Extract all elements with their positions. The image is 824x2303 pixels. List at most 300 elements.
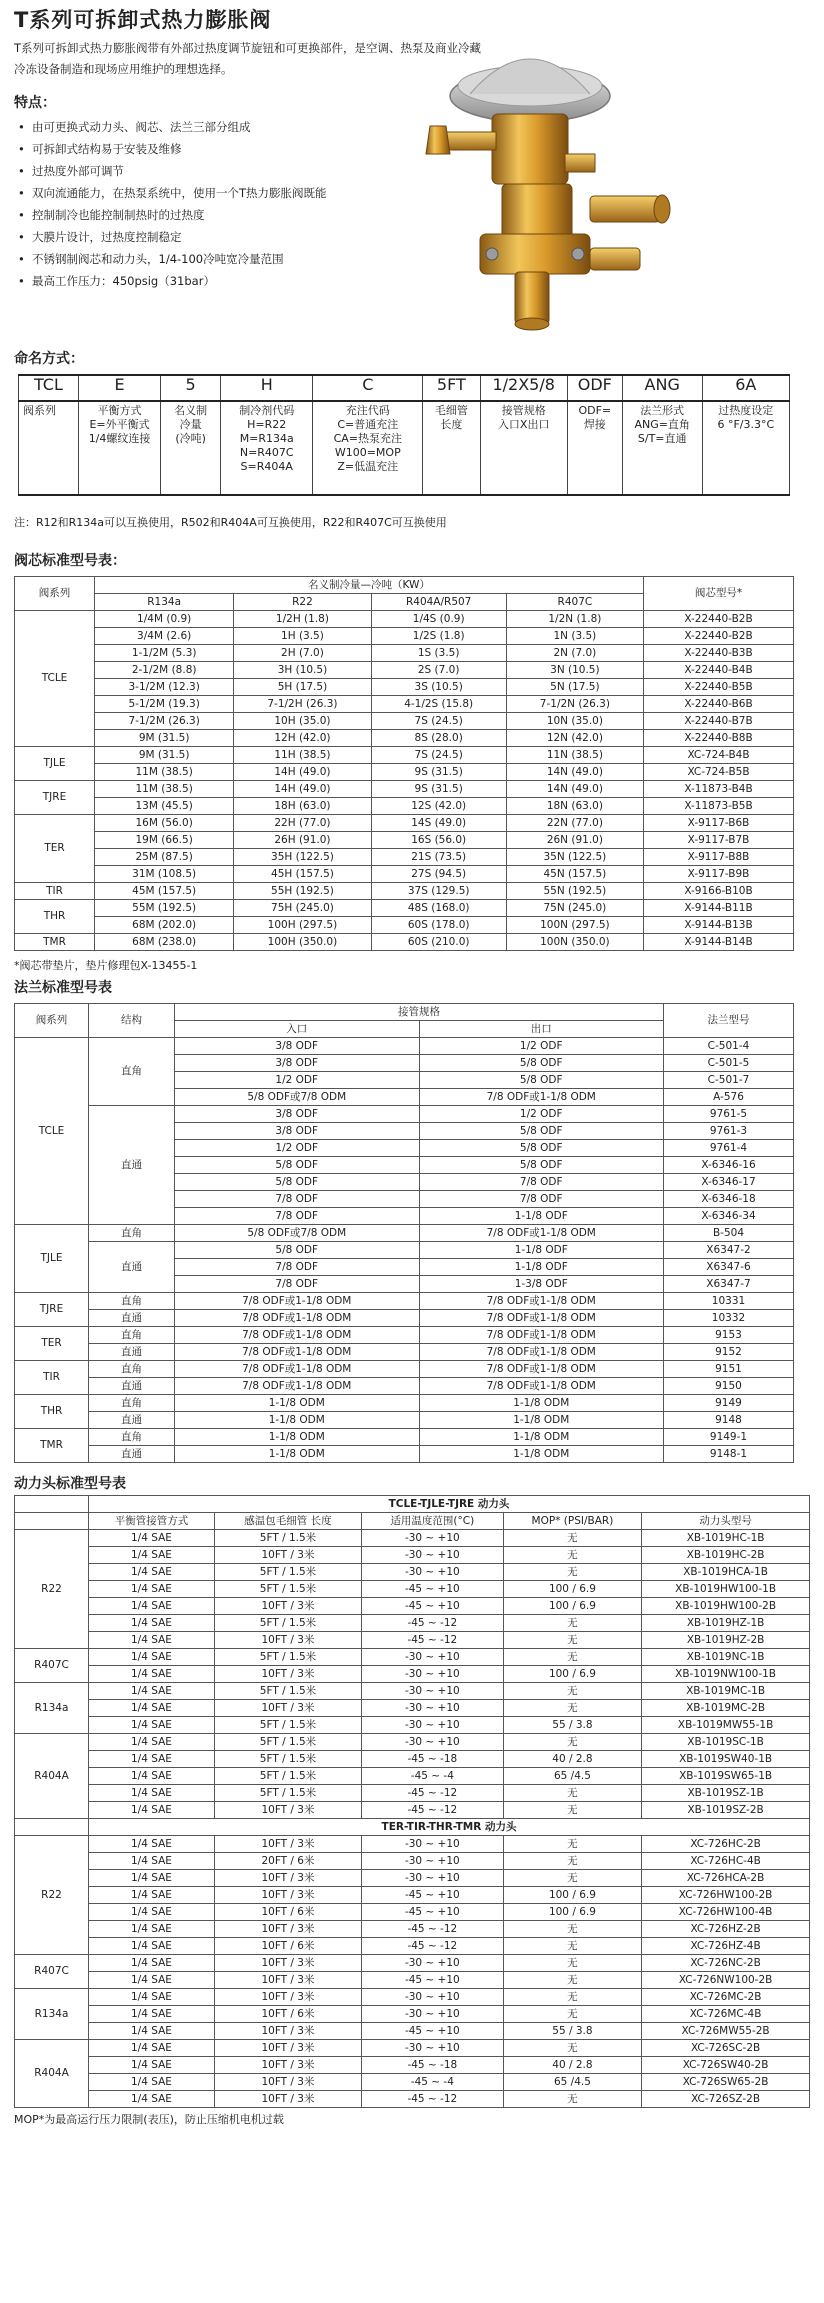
capacity-cell: 16M (56.0) (95, 815, 234, 832)
range-cell: -45 ~ +10 (362, 1887, 504, 1904)
inlet-cell: 3/8 ODF (175, 1123, 420, 1140)
col-header: 平衡管接管方式 (89, 1513, 215, 1530)
capacity-cell: 31M (108.5) (95, 866, 234, 883)
inlet-cell: 1/2 ODF (175, 1072, 420, 1089)
valve-core-table (14, 576, 794, 951)
flange-model-cell: C-501-7 (664, 1072, 794, 1089)
naming-description: 法兰形式 ANG=直角 S/T=直通 (622, 401, 702, 495)
capacity-cell: 100N (350.0) (506, 934, 643, 951)
naming-description: 充注代码 C=普通充注 CA=热泵充注 W100=MOP Z=低温充注 (313, 401, 423, 495)
outlet-cell: 7/8 ODF或1-1/8 ODM (419, 1089, 664, 1106)
range-cell: -45 ~ -12 (362, 1938, 504, 1955)
inlet-cell: 7/8 ODF (175, 1208, 420, 1225)
model-cell: XC-726HC-2B (642, 1836, 810, 1853)
outlet-cell: 1-1/8 ODF (419, 1242, 664, 1259)
flange-model-cell: X6347-2 (664, 1242, 794, 1259)
section-title: TCLE-TJLE-TJRE 动力头 (89, 1496, 810, 1513)
range-cell: -45 ~ -12 (362, 1921, 504, 1938)
inlet-cell: 5/8 ODF (175, 1242, 420, 1259)
model-cell: X-22440-B2B (644, 611, 794, 628)
expansion-valve-image (380, 34, 710, 334)
balance-cell: 1/4 SAE (89, 2040, 215, 2057)
table-row (15, 1530, 810, 1547)
model-cell: XC-726HW100-4B (642, 1904, 810, 1921)
flange-model-cell: X-6346-16 (664, 1157, 794, 1174)
table-row (15, 1632, 810, 1649)
structure-cell: 直通 (89, 1242, 175, 1293)
capacity-cell: 12S (42.0) (371, 798, 506, 815)
capacity-cell: 45H (157.5) (234, 866, 371, 883)
balance-cell: 1/4 SAE (89, 1632, 215, 1649)
table-row (15, 2074, 810, 2091)
table-row (15, 1412, 794, 1429)
capillary-cell: 10FT / 3米 (214, 2074, 361, 2091)
blank-cell (15, 1819, 89, 1836)
capacity-cell: 7S (24.5) (371, 747, 506, 764)
model-cell: XB-1019HZ-1B (642, 1615, 810, 1632)
mop-cell: 无 (503, 1870, 642, 1887)
naming-title: 命名方式： (14, 351, 84, 367)
mop-cell: 无 (503, 1989, 642, 2006)
structure-cell: 直通 (89, 1446, 175, 1463)
naming-code: H (221, 375, 313, 401)
model-cell: XC-726SW65-2B (642, 2074, 810, 2091)
mop-cell: 无 (503, 1632, 642, 1649)
refrigerant-cell: R407C (15, 1955, 89, 1989)
balance-cell: 1/4 SAE (89, 2091, 215, 2108)
model-cell: X-9144-B11B (644, 900, 794, 917)
capacity-cell: 13M (45.5) (95, 798, 234, 815)
table-row (15, 866, 794, 883)
balance-cell: 1/4 SAE (89, 1547, 215, 1564)
range-cell: -45 ~ -4 (362, 1768, 504, 1785)
outlet-cell: 5/8 ODF (419, 1072, 664, 1089)
structure-cell: 直角 (89, 1225, 175, 1242)
col-header-model: 阀芯型号* (644, 577, 794, 611)
inlet-cell: 7/8 ODF或1-1/8 ODM (175, 1310, 420, 1327)
outlet-cell: 7/8 ODF或1-1/8 ODM (419, 1225, 664, 1242)
capacity-cell: 26H (91.0) (234, 832, 371, 849)
capacity-cell: 9M (31.5) (95, 747, 234, 764)
model-cell: X-22440-B8B (644, 730, 794, 747)
balance-cell: 1/4 SAE (89, 1717, 215, 1734)
capacity-cell: 7-1/2N (26.3) (506, 696, 643, 713)
capacity-cell: 9M (31.5) (95, 730, 234, 747)
flange-model-cell: 9148 (664, 1412, 794, 1429)
outlet-cell: 1-1/8 ODF (419, 1208, 664, 1225)
flange-model-cell: 10332 (664, 1310, 794, 1327)
mop-cell: 无 (503, 1564, 642, 1581)
capillary-cell: 5FT / 1.5米 (214, 1683, 361, 1700)
section-row (15, 1496, 810, 1513)
inlet-cell: 1-1/8 ODM (175, 1412, 420, 1429)
col-header-r22: R22 (234, 594, 371, 611)
inlet-cell: 7/8 ODF (175, 1259, 420, 1276)
capacity-cell: 1/2H (1.8) (234, 611, 371, 628)
outlet-cell: 7/8 ODF或1-1/8 ODM (419, 1344, 664, 1361)
outlet-cell: 1/2 ODF (419, 1038, 664, 1055)
inlet-cell: 7/8 ODF或1-1/8 ODM (175, 1327, 420, 1344)
table-row (15, 1395, 794, 1412)
flange-model-cell: 9151 (664, 1361, 794, 1378)
refrigerant-cell: R134a (15, 1683, 89, 1734)
col-header-series: 阀系列 (15, 577, 95, 611)
outlet-cell: 1-1/8 ODM (419, 1412, 664, 1429)
model-cell: XB-1019HC-2B (642, 1547, 810, 1564)
table-row (15, 1344, 794, 1361)
outlet-cell: 5/8 ODF (419, 1157, 664, 1174)
series-cell: TER (15, 1327, 89, 1361)
model-cell: XB-1019HCA-1B (642, 1564, 810, 1581)
capillary-cell: 10FT / 3米 (214, 1598, 361, 1615)
capacity-cell: 5N (17.5) (506, 679, 643, 696)
balance-cell: 1/4 SAE (89, 1649, 215, 1666)
capillary-cell: 5FT / 1.5米 (214, 1785, 361, 1802)
range-cell: -45 ~ +10 (362, 1972, 504, 1989)
capacity-cell: 10N (35.0) (506, 713, 643, 730)
range-cell: -45 ~ -18 (362, 2057, 504, 2074)
range-cell: -30 ~ +10 (362, 1734, 504, 1751)
capillary-cell: 5FT / 1.5米 (214, 1581, 361, 1598)
flange-table-title: 法兰标准型号表 (14, 980, 112, 996)
model-cell: XB-1019MC-2B (642, 1700, 810, 1717)
range-cell: -45 ~ -12 (362, 1632, 504, 1649)
naming-code: 5FT (423, 375, 480, 401)
mop-cell: 无 (503, 1734, 642, 1751)
model-cell: XB-1019HW100-2B (642, 1598, 810, 1615)
refrigerant-cell: R407C (15, 1649, 89, 1683)
capacity-cell: 68M (202.0) (95, 917, 234, 934)
table-row (15, 628, 794, 645)
table-row (15, 1870, 810, 1887)
naming-table (18, 374, 790, 496)
capacity-cell: 2H (7.0) (234, 645, 371, 662)
capacity-cell: 37S (129.5) (371, 883, 506, 900)
table-row (15, 2057, 810, 2074)
capillary-cell: 10FT / 3米 (214, 1972, 361, 1989)
flange-model-cell: 9761-4 (664, 1140, 794, 1157)
structure-cell: 直角 (89, 1429, 175, 1446)
capillary-cell: 10FT / 6米 (214, 2006, 361, 2023)
capacity-cell: 3-1/2M (12.3) (95, 679, 234, 696)
outlet-cell: 1-1/8 ODM (419, 1429, 664, 1446)
capacity-cell: 68M (238.0) (95, 934, 234, 951)
col-header-r407c: R407C (506, 594, 643, 611)
balance-cell: 1/4 SAE (89, 1598, 215, 1615)
table-row (15, 1887, 810, 1904)
mop-cell: 无 (503, 1802, 642, 1819)
series-cell: THR (15, 900, 95, 934)
blank-cell (15, 1513, 89, 1530)
section-row (15, 1819, 810, 1836)
capacity-cell: 60S (210.0) (371, 934, 506, 951)
capacity-cell: 1/2N (1.8) (506, 611, 643, 628)
model-cell: X-11873-B4B (644, 781, 794, 798)
inlet-cell: 7/8 ODF或1-1/8 ODM (175, 1378, 420, 1395)
range-cell: -30 ~ +10 (362, 1564, 504, 1581)
balance-cell: 1/4 SAE (89, 1615, 215, 1632)
series-cell: TJRE (15, 781, 95, 815)
table-row (15, 1666, 810, 1683)
balance-cell: 1/4 SAE (89, 1700, 215, 1717)
balance-cell: 1/4 SAE (89, 1938, 215, 1955)
capacity-cell: 1/4M (0.9) (95, 611, 234, 628)
balance-cell: 1/4 SAE (89, 2006, 215, 2023)
model-cell: XB-1019HW100-1B (642, 1581, 810, 1598)
table-row (15, 917, 794, 934)
col-header-r134a: R134a (95, 594, 234, 611)
capacity-cell: 12N (42.0) (506, 730, 643, 747)
table-row (15, 1361, 794, 1378)
naming-code: 5 (161, 375, 221, 401)
mop-cell: 无 (503, 2091, 642, 2108)
series-cell: THR (15, 1395, 89, 1429)
mop-cell: 无 (503, 1785, 642, 1802)
model-cell: XC-726HC-4B (642, 1853, 810, 1870)
inlet-cell: 1-1/8 ODM (175, 1395, 420, 1412)
table-row (15, 798, 794, 815)
outlet-cell: 1/2 ODF (419, 1106, 664, 1123)
model-cell: XB-1019SW65-1B (642, 1768, 810, 1785)
outlet-cell: 1-1/8 ODM (419, 1446, 664, 1463)
capacity-cell: 100N (297.5) (506, 917, 643, 934)
balance-cell: 1/4 SAE (89, 1989, 215, 2006)
balance-cell: 1/4 SAE (89, 1581, 215, 1598)
model-cell: XC-726NC-2B (642, 1955, 810, 1972)
balance-cell: 1/4 SAE (89, 1785, 215, 1802)
range-cell: -30 ~ +10 (362, 2006, 504, 2023)
flange-model-cell: 9150 (664, 1378, 794, 1395)
capacity-cell: 55M (192.5) (95, 900, 234, 917)
flange-model-cell: 9761-5 (664, 1106, 794, 1123)
range-cell: -30 ~ +10 (362, 1870, 504, 1887)
flange-table (14, 1003, 794, 1463)
model-cell: X-9117-B8B (644, 849, 794, 866)
balance-cell: 1/4 SAE (89, 1768, 215, 1785)
model-cell: XB-1019SW40-1B (642, 1751, 810, 1768)
capacity-cell: 2S (7.0) (371, 662, 506, 679)
model-cell: X-9144-B13B (644, 917, 794, 934)
mop-cell: 55 / 3.8 (503, 2023, 642, 2040)
naming-code-row (19, 375, 790, 401)
model-cell: X-22440-B7B (644, 713, 794, 730)
flange-model-cell: 9153 (664, 1327, 794, 1344)
table-row (15, 1327, 794, 1344)
model-cell: X-9117-B7B (644, 832, 794, 849)
series-cell: TER (15, 815, 95, 883)
capacity-cell: 1/4S (0.9) (371, 611, 506, 628)
outlet-cell: 7/8 ODF或1-1/8 ODM (419, 1327, 664, 1344)
features-title: 特点： (14, 95, 56, 111)
flange-model-cell: 9148-1 (664, 1446, 794, 1463)
mop-cell: 无 (503, 1683, 642, 1700)
inlet-cell: 7/8 ODF或1-1/8 ODM (175, 1344, 420, 1361)
table-row (15, 781, 794, 798)
table-row (15, 883, 794, 900)
flange-model-cell: 9149 (664, 1395, 794, 1412)
capillary-cell: 10FT / 3米 (214, 1666, 361, 1683)
section-title: TER-TIR-THR-TMR 动力头 (89, 1819, 810, 1836)
naming-note: 注：R12和R134a可以互换使用，R502和R404A可互换使用，R22和R407C可互换使用 (14, 516, 447, 529)
capacity-cell: 9S (31.5) (371, 781, 506, 798)
naming-code: ODF (567, 375, 622, 401)
table-row (15, 1547, 810, 1564)
naming-code: 1/2X5/8 (480, 375, 567, 401)
table-row (15, 1242, 794, 1259)
capillary-cell: 10FT / 6米 (214, 1938, 361, 1955)
table-row (15, 1683, 810, 1700)
mop-cell: 100 / 6.9 (503, 1666, 642, 1683)
table-row (15, 900, 794, 917)
flange-model-cell: X6347-6 (664, 1259, 794, 1276)
flange-model-cell: X-6346-17 (664, 1174, 794, 1191)
capillary-cell: 10FT / 3米 (214, 1547, 361, 1564)
capillary-cell: 5FT / 1.5米 (214, 1751, 361, 1768)
capacity-cell: 60S (178.0) (371, 917, 506, 934)
inlet-cell: 3/8 ODF (175, 1038, 420, 1055)
capacity-cell: 11M (38.5) (95, 781, 234, 798)
mop-cell: 100 / 6.9 (503, 1581, 642, 1598)
capacity-cell: 35N (122.5) (506, 849, 643, 866)
page-title: T系列可拆卸式热力膨胀阀 (14, 8, 272, 32)
naming-desc-row (19, 401, 790, 495)
model-cell: XB-1019HC-1B (642, 1530, 810, 1547)
flange-model-cell: 10331 (664, 1293, 794, 1310)
range-cell: -45 ~ +10 (362, 1581, 504, 1598)
feature-item: • 可拆卸式结构易于安装及维修 (32, 138, 474, 160)
capillary-cell: 10FT / 3米 (214, 1955, 361, 1972)
balance-cell: 1/4 SAE (89, 1666, 215, 1683)
power-head-table (14, 1495, 810, 2108)
capacity-cell: 3/4M (2.6) (95, 628, 234, 645)
range-cell: -30 ~ +10 (362, 1955, 504, 1972)
col-header-capacity: 名义制冷量—冷吨（KW） (95, 577, 644, 594)
table-row (15, 2023, 810, 2040)
flange-model-cell: X-6346-34 (664, 1208, 794, 1225)
capillary-cell: 10FT / 3米 (214, 1700, 361, 1717)
table-row (15, 1717, 810, 1734)
balance-cell: 1/4 SAE (89, 2057, 215, 2074)
naming-code: 6A (702, 375, 789, 401)
inlet-cell: 7/8 ODF或1-1/8 ODM (175, 1361, 420, 1378)
table-row (15, 1038, 794, 1055)
feature-item: • 由可更换式动力头、阀芯、法兰三部分组成 (32, 116, 474, 138)
capillary-cell: 5FT / 1.5米 (214, 1530, 361, 1547)
model-cell: XC-726MC-2B (642, 1989, 810, 2006)
mop-cell: 无 (503, 1700, 642, 1717)
table-row (15, 1310, 794, 1327)
capacity-cell: 2N (7.0) (506, 645, 643, 662)
table-row (15, 1836, 810, 1853)
col-header: 感温包毛细管 长度 (214, 1513, 361, 1530)
mop-cell: 100 / 6.9 (503, 1598, 642, 1615)
capacity-cell: 8S (28.0) (371, 730, 506, 747)
flange-model-cell: 9149-1 (664, 1429, 794, 1446)
mop-cell: 无 (503, 2006, 642, 2023)
capillary-cell: 10FT / 3米 (214, 1921, 361, 1938)
capacity-cell: 2-1/2M (8.8) (95, 662, 234, 679)
balance-cell: 1/4 SAE (89, 1904, 215, 1921)
flange-model-cell: X6347-7 (664, 1276, 794, 1293)
model-cell: X-22440-B4B (644, 662, 794, 679)
capillary-cell: 10FT / 3米 (214, 1802, 361, 1819)
model-cell: X-22440-B2B (644, 628, 794, 645)
mop-cell: 无 (503, 1547, 642, 1564)
flange-model-cell: 9152 (664, 1344, 794, 1361)
outlet-cell: 7/8 ODF或1-1/8 ODM (419, 1378, 664, 1395)
model-cell: XB-1019SZ-1B (642, 1785, 810, 1802)
table-row (15, 1938, 810, 1955)
model-cell: XC-726HZ-4B (642, 1938, 810, 1955)
balance-cell: 1/4 SAE (89, 1734, 215, 1751)
inlet-cell: 7/8 ODF (175, 1276, 420, 1293)
table-row (15, 1225, 794, 1242)
mop-cell: 40 / 2.8 (503, 2057, 642, 2074)
col-header-connection: 接管规格 (175, 1004, 664, 1021)
model-cell: XC-726HCA-2B (642, 1870, 810, 1887)
capacity-cell: 3N (10.5) (506, 662, 643, 679)
col-header-series: 阀系列 (15, 1004, 89, 1038)
capacity-cell: 12H (42.0) (234, 730, 371, 747)
capillary-cell: 5FT / 1.5米 (214, 1734, 361, 1751)
balance-cell: 1/4 SAE (89, 1564, 215, 1581)
model-cell: XC-726MW55-2B (642, 2023, 810, 2040)
table-row (15, 1615, 810, 1632)
flange-model-cell: A-576 (664, 1089, 794, 1106)
mop-cell: 无 (503, 1921, 642, 1938)
capillary-cell: 10FT / 3米 (214, 1836, 361, 1853)
naming-code: E (78, 375, 160, 401)
flange-model-cell: C-501-4 (664, 1038, 794, 1055)
flange-model-cell: B-504 (664, 1225, 794, 1242)
col-header-inlet: 入口 (175, 1021, 420, 1038)
table-row (15, 1581, 810, 1598)
inlet-cell: 7/8 ODF或1-1/8 ODM (175, 1293, 420, 1310)
table-row (15, 849, 794, 866)
table-row (15, 1700, 810, 1717)
feature-item-continued: • 控制制冷也能控制制热时的过热度 (32, 204, 474, 226)
capillary-cell: 10FT / 6米 (214, 1904, 361, 1921)
structure-cell: 直角 (89, 1395, 175, 1412)
inlet-cell: 1/2 ODF (175, 1140, 420, 1157)
table-row (15, 1751, 810, 1768)
range-cell: -30 ~ +10 (362, 1836, 504, 1853)
range-cell: -45 ~ -12 (362, 2091, 504, 2108)
capacity-cell: 11N (38.5) (506, 747, 643, 764)
naming-description: 制冷剂代码 H=R22 M=R134a N=R407C S=R404A (221, 401, 313, 495)
table-row (15, 934, 794, 951)
range-cell: -30 ~ +10 (362, 1700, 504, 1717)
structure-cell: 直通 (89, 1412, 175, 1429)
mop-cell: 无 (503, 2040, 642, 2057)
balance-cell: 1/4 SAE (89, 2023, 215, 2040)
series-cell: TIR (15, 883, 95, 900)
inlet-cell: 5/8 ODF (175, 1174, 420, 1191)
naming-description: 过热度设定 6 °F/3.3°C (702, 401, 789, 495)
refrigerant-cell: R404A (15, 2040, 89, 2108)
inlet-cell: 3/8 ODF (175, 1106, 420, 1123)
inlet-cell: 1-1/8 ODM (175, 1429, 420, 1446)
capacity-cell: 11M (38.5) (95, 764, 234, 781)
capacity-cell: 14N (49.0) (506, 764, 643, 781)
balance-cell: 1/4 SAE (89, 1530, 215, 1547)
feature-item: • 不锈钢制阀芯和动力头，1/4-100冷吨宽冷量范围 (32, 248, 474, 270)
outlet-cell: 1-1/8 ODM (419, 1395, 664, 1412)
flange-model-cell: X-6346-18 (664, 1191, 794, 1208)
series-cell: TJRE (15, 1293, 89, 1327)
model-cell: XC-726NW100-2B (642, 1972, 810, 1989)
capacity-cell: 7S (24.5) (371, 713, 506, 730)
